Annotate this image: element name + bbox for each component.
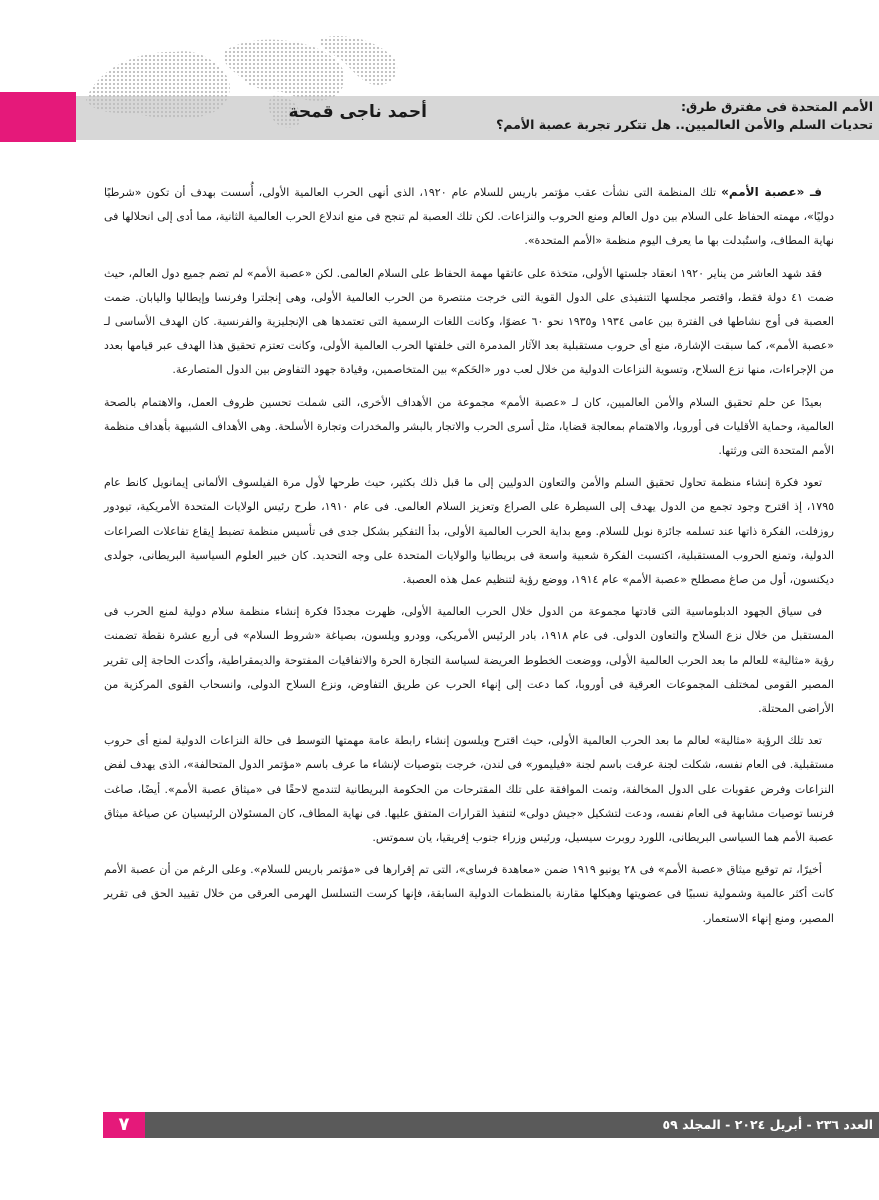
page-number: ٧ <box>103 1112 145 1138</box>
issue-info: العدد ٢٣٦ - أبريل ٢٠٢٤ - المجلد ٥٩ <box>662 1117 873 1132</box>
paragraph-3: بعيدًا عن حلم تحقيق السلام والأمن العالميين، كان لـ «عصبة الأمم» مجموعة من الأهداف الأخرى، التى شملت تحسين ظروف العمل، والاهتمام بالصحة العالمية، وحماية الأقليات فى أوروبا، والاهتمام بمعالجة قضايا، مثل أسرى الحرب والاتجار بالبشر والمخدرات وتجارة الأسلحة. وهى الأهداف الشبيهة بأهداف منظمة الأمم المتحدة التى ورثتها. <box>104 395 834 458</box>
article-body <box>104 180 834 939</box>
paragraph-1-text: تلك المنظمة التى نشأت عقب مؤتمر باريس للسلام عام ١٩٢٠، الذى أنهى الحرب العالمية الأولى، أُسست بهدف أن تكون «شرطيًا دوليًا»، مهمته الحفاظ على السلام بين دول العالم ومنع الحروب والنزاعات. لكن تلك العصبة لم تنجح فى منع اندلاع الحرب العالمية الثانية، مما أدى إلى انحلالها فى نهاية المطاف، واستُبدلت بها ما يعرف اليوم منظمة «الأمم المتحدة». <box>104 186 834 248</box>
paragraph-4: تعود فكرة إنشاء منظمة تحاول تحقيق السلم والأمن والتعاون الدوليين إلى ما قبل ذلك بكثير، حيث طرحها لأول مرة الفيلسوف الألمانى إيمانويل كانط عام ١٧٩٥، إذ اقترح وجود تجمع من الدول يهدف إلى السيطرة على الصراع وتعزيز السلام العالمى. فى عام ١٩١٠، طرح رئيس الولايات المتحدة الأمريكية، تيودور روزفلت، الفكرة ذاتها عند تسلمه جائزة نوبل للسلام. ومع بداية الحرب العالمية الأولى، بدأ التفكير بشكل جدى فى تأسيس منظمة تضبط إيقاع تفاعلات الصراعات الدولية، وتمنع الحروب المستقبلية، اكتسبت الفكرة شعبية واسعة فى بريطانيا والولايات المتحدة على وجه التحديد. كان خبير العلوم السياسية البريطانى، جولدى ديكنسون، أول من صاغ مصطلح «عصبة الأمم» عام ١٩١٤، ووضع رؤية لتنظيم عمل هذه العصبة. <box>104 476 835 587</box>
header-accent-bar <box>0 92 76 142</box>
paragraph-2: فقد شهد العاشر من يناير ١٩٢٠ انعقاد جلستها الأولى، متخذة على عاتقها مهمة الحفاظ على السلام العالمى. لكن «عصبة الأمم» لم تضم جميع دول العالم، حيث ضمت ٤١ دولة فقط، واقتصر مجلسها التنفيذى على الدول القوية التى خرجت منتصرة من الحرب العالمية الأولى، وهى إنجلترا وفرنسا وإيطاليا واليابان. ضمت العصبة فى أوج نشاطها فى الفترة بين عامى ١٩٣٤ و١٩٣٥ نحو ٦٠ عضوًا، وكانت اللغات الرسمية التى تعتمدها هى الإنجليزية والفرنسية. كان الهدف الأساسى لـ «عصبة الأمم»، كما سبقت الإشارة، منع أى حروب مستقبلية بعد الآثار المدمرة التى خلفتها الحرب العالمية الأولى، وكانت تعتزم تحقيق هذا الهدف عبر قيامها بعدد من الإجراءات، منها نزع السلاح، وتسوية النزاعات الدولية من خلال لعب دور «الحَكم» بين المتخاصمين، وقيادة جهود التفاوض بين الدول المتصارعة. <box>104 266 834 377</box>
author-name: أحمد ناجى قمحة <box>288 102 427 122</box>
article-title <box>453 98 873 134</box>
paragraph-6: تعد تلك الرؤية «مثالية» لعالم ما بعد الحرب العالمية الأولى، حيث اقترح ويلسون إنشاء رابطة عامة مهمتها التوسط فى حالة النزاعات الدولية لمنع أى حروب مستقبلية. فى العام نفسه، شكلت لجنة عرفت باسم لجنة «فيليمور» فى لندن، خرجت بتوصيات لإنشاء ما عرف باسم «مؤتمر الدول المتحالفة»، الذى يهدف لفض النزاعات وفرض عقوبات على الدول المخالفة، وتمت الموافقة على تلك المقترحات من الحكومة البريطانية لتندمج لاحقًا فى «ميثاق عصبة الأمم». أيضًا، صاغت فرنسا توصيات مشابهة فى العام نفسه، ودعت لتشكيل «جيش دولى» لتنفيذ القرارات المتفق عليها. فى نهاية المطاف، كان المسئولان الرئيسيان عن صياغة ميثاق عصبة الأمم هما السياسى البريطانى، اللورد روبرت سيسيل، ورئيس وزراء جنوب إفريقيا، يان سموتس. <box>104 734 834 845</box>
article-title-line-2: تحديات السلم والأمن العالميين.. هل تتكرر تجربة عصبة الأمم؟ <box>496 117 873 132</box>
paragraph-1-lead: فـ «عصبة الأمم» <box>721 185 822 199</box>
paragraph-5: فى سياق الجهود الدبلوماسية التى قادتها مجموعة من الدول خلال الحرب العالمية الأولى، ظهرت مجددًا فكرة إنشاء منظمة سلام دولية لمنع الحرب فى المستقبل من خلال نزع السلاح والتعاون الدولى. فى عام ١٩١٨، بادر الرئيس الأمريكى، وودرو ويلسون، بصياغة «شروط السلام» فى أربع عشرة نقطة تضمنت رؤية «مثالية» للعالم ما بعد الحرب العالمية الأولى، ووضعت الخطوط العريضة لسياسة التجارة الحرة والاتفاقيات المفتوحة والديمقراطية، وأكدت الحاجة إلى تقرير المصير القومى لمختلف المجموعات العرقية فى أوروبا، كما دعت إلى إنهاء الحرب عن طريق التفاوض، ونزع السلاح الدولى، وانسحاب القوى المركزية من الأراضى المحتلة. <box>104 605 834 716</box>
paragraph-7: أخيرًا، تم توقيع ميثاق «عصبة الأمم» فى ٢٨ يونيو ١٩١٩ ضمن «معاهدة فرساى»، التى تم إقرارها فى «مؤتمر باريس للسلام». وعلى الرغم من أن عصبة الأمم كانت أكثر عالمية وشمولية نسبيًا فى عضويتها وهيكلها مقارنة بالمنظمات الدولية السابقة، فإنها كرست التسلسل الهرمى العرقى من خلال تقييد الحق فى تقرير المصير، ومنع إنهاء الاستعمار. <box>104 863 834 925</box>
paragraph-1 <box>104 180 834 254</box>
article-title-line-1: الأمم المتحدة فى مفترق طرق: <box>681 99 873 114</box>
